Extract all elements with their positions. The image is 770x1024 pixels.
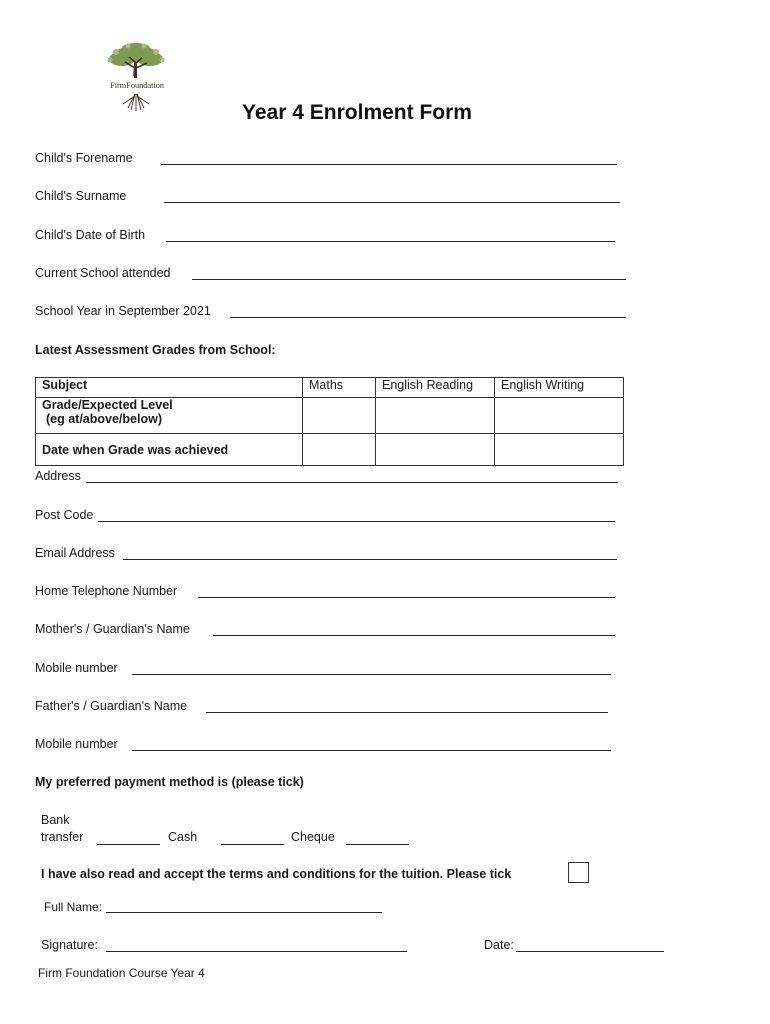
home-phone-field[interactable] xyxy=(198,597,615,598)
date-field[interactable] xyxy=(516,951,664,952)
forename-label: Child's Forename xyxy=(35,151,133,165)
mother-name-label: Mother's / Guardian's Name xyxy=(35,622,190,636)
forename-field[interactable] xyxy=(161,164,617,165)
payment-heading: My preferred payment method is (please tick) xyxy=(35,775,304,789)
signature-field[interactable] xyxy=(106,951,407,952)
postcode-field[interactable] xyxy=(98,521,615,522)
date-row-label: Date when Grade was achieved xyxy=(36,434,303,466)
grade-row-label-line2: (eg at/above/below) xyxy=(46,412,162,427)
header-english-reading: English Reading xyxy=(376,378,495,398)
surname-field[interactable] xyxy=(164,202,620,203)
bank-transfer-tick-field[interactable] xyxy=(97,844,160,845)
cheque-tick-field[interactable] xyxy=(346,844,409,845)
header-english-writing: English Writing xyxy=(495,378,624,398)
mother-mobile-label: Mobile number xyxy=(35,661,118,675)
date-maths-cell[interactable] xyxy=(303,434,376,466)
address-label: Address xyxy=(35,469,81,483)
school-year-field[interactable] xyxy=(230,317,626,318)
bank-label-line1: Bank xyxy=(41,813,70,827)
school-year-label: School Year in September 2021 xyxy=(35,304,211,318)
grade-row-label xyxy=(36,398,303,434)
father-mobile-field[interactable] xyxy=(132,750,611,751)
father-name-label: Father's / Guardian's Name xyxy=(35,699,188,713)
father-name-field[interactable] xyxy=(206,712,608,713)
email-label: Email Address xyxy=(35,546,115,560)
current-school-label: Current School attended xyxy=(35,266,171,280)
address-field[interactable] xyxy=(86,482,618,483)
cheque-label: Cheque xyxy=(291,830,335,844)
full-name-label: Full Name: xyxy=(44,900,103,914)
current-school-field[interactable] xyxy=(192,279,626,280)
dob-label: Child's Date of Birth xyxy=(35,228,146,242)
mother-name-field[interactable] xyxy=(213,635,615,636)
header-maths: Maths xyxy=(303,378,376,398)
grade-row-label-line1: Grade/Expected Level xyxy=(42,398,173,413)
table-header-row xyxy=(36,378,624,398)
footer-text: Firm Foundation Course Year 4 xyxy=(38,966,205,980)
postcode-label: Post Code xyxy=(35,508,94,522)
cash-tick-field[interactable] xyxy=(221,844,284,845)
cash-label: Cash xyxy=(168,830,198,844)
page-title: Year 4 Enrolment Form xyxy=(242,101,472,124)
grades-table xyxy=(35,377,624,466)
full-name-field[interactable] xyxy=(106,912,382,913)
grade-maths-cell[interactable] xyxy=(303,398,376,434)
date-label: Date: xyxy=(484,938,514,952)
signature-label: Signature: xyxy=(41,938,98,952)
grade-writing-cell[interactable] xyxy=(495,398,624,434)
header-subject: Subject xyxy=(36,378,303,398)
table-row-grade xyxy=(36,398,624,434)
assessment-heading: Latest Assessment Grades from School: xyxy=(35,343,276,357)
mother-mobile-field[interactable] xyxy=(132,674,611,675)
surname-label: Child's Surname xyxy=(35,189,127,203)
home-phone-label: Home Telephone Number xyxy=(35,584,178,598)
date-reading-cell[interactable] xyxy=(376,434,495,466)
terms-text: I have also read and accept the terms and conditions for the tuition. Please tick xyxy=(41,867,512,881)
logo-text: FirmFoundation xyxy=(110,80,164,90)
father-mobile-label: Mobile number xyxy=(35,737,118,751)
bank-label-line2: transfer xyxy=(41,830,84,844)
dob-field[interactable] xyxy=(166,241,615,242)
date-writing-cell[interactable] xyxy=(495,434,624,466)
grade-reading-cell[interactable] xyxy=(376,398,495,434)
table-row-date xyxy=(36,434,624,466)
terms-checkbox[interactable] xyxy=(568,862,589,883)
email-field[interactable] xyxy=(123,559,617,560)
